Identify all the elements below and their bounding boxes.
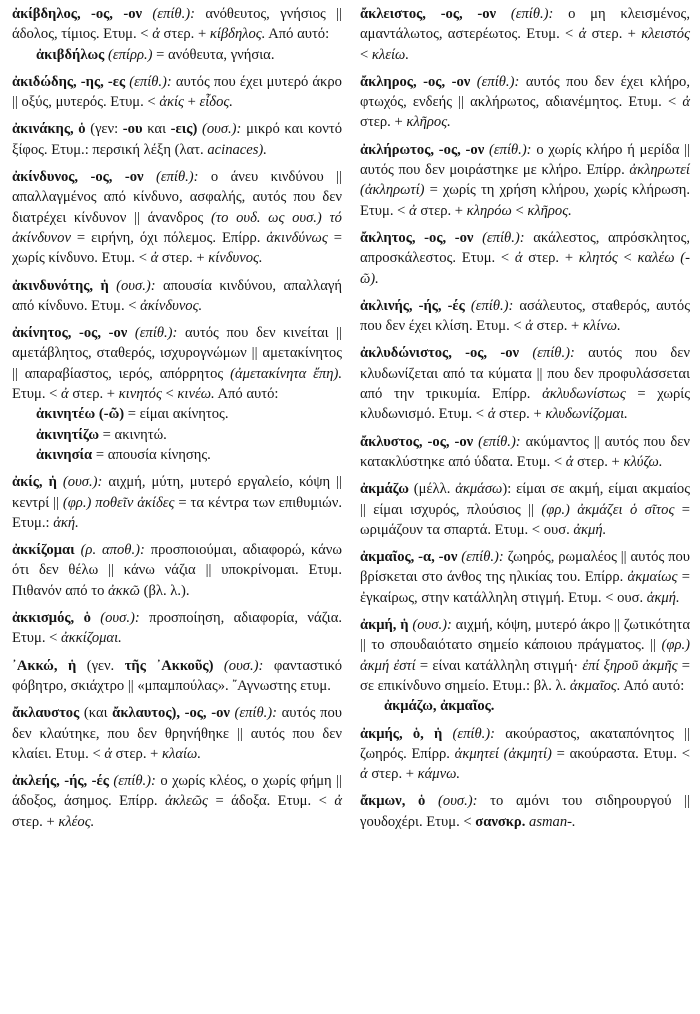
- headword: ἀκινδυνότης, ἡ: [12, 277, 109, 294]
- column-left: [12, 4, 342, 839]
- italic-text: (επίθ.):: [229, 705, 278, 722]
- definition-text: στερ. +: [112, 745, 162, 762]
- italic-text: ἀ: [487, 406, 496, 423]
- definition-text: ακάλεστος, απρόσκλητος, απροσκάλεστος. Ετυμ. <: [360, 229, 690, 267]
- headword: ἀκκισμός, ὁ: [12, 610, 91, 627]
- definition-text: = είναι κατάλληλη στιγμή·: [415, 657, 583, 674]
- definition-text: στερ. +: [522, 250, 579, 267]
- dictionary-entry: [360, 140, 690, 221]
- bold-term: ἀκινητέω (-ῶ): [36, 406, 125, 423]
- headword: ἄκλητος, -ος, -ον: [360, 229, 474, 246]
- italic-text: (ρ. αποθ.):: [74, 542, 145, 559]
- italic-text: ἀκκῶ: [108, 582, 140, 599]
- dictionary-entry: [360, 228, 690, 289]
- italic-text: ἀκίς: [159, 94, 184, 111]
- definition-text: στερ. +: [360, 114, 407, 131]
- dictionary-entry: [360, 724, 690, 785]
- definition-text: +: [183, 94, 200, 111]
- definition-text: ο άνευ κινδύνου || απαλλαγμένος από κίνδυνο, ασφαλής, αυτός που δεν διατρέχει κίνδυνον || άνανδρος: [12, 169, 342, 226]
- definition-text: στερ. +: [159, 26, 210, 43]
- italic-text: ἀκμαῖος.: [569, 677, 621, 694]
- bold-term: ἀκινησία: [36, 446, 93, 463]
- dictionary-entry: [360, 479, 690, 540]
- definition-text: αυτός που δεν έχει κλήρο, φτωχός, ενδεής || ακλήρωτος, αδιανέμητος. Ετυμ. <: [360, 73, 690, 111]
- italic-text: ἀ: [150, 250, 159, 267]
- headword: ἀκμαῖος, -α, -ον: [360, 549, 458, 566]
- italic-text: κάμνω.: [417, 766, 461, 783]
- definition-text: = σε επικίνδυνο σημείο. Ετυμ.: βλ. λ.: [360, 657, 690, 694]
- italic-text: εἶδος.: [199, 94, 233, 111]
- definition-text: Από αυτό:: [214, 386, 279, 403]
- dictionary-entry: [12, 771, 342, 832]
- italic-text: κλητός: [578, 250, 618, 267]
- italic-text: ἀ: [682, 94, 690, 111]
- definition-text: ο μη κλεισμένος, αμαντάλωτος, αστερέωτος. Ετυμ. <: [360, 6, 690, 43]
- italic-text: ἀκή.: [53, 514, 79, 531]
- italic-text: ἀ: [514, 250, 523, 267]
- dictionary-entry: [360, 296, 690, 337]
- italic-text: (επίθ.):: [125, 73, 172, 90]
- headword: ἄκμων, ὁ: [360, 793, 426, 810]
- dictionary-entry: [12, 167, 342, 268]
- italic-text: ἀ: [104, 745, 113, 762]
- headword: ἀκλινής, -ής, -ές: [360, 297, 465, 314]
- italic-text: (επίθ.):: [473, 229, 525, 246]
- headword: ἄκλαυστος: [12, 705, 80, 722]
- dictionary-entry: [360, 343, 690, 424]
- definition-text: = άδοξα. Ετυμ. <: [207, 793, 335, 810]
- definition-text: = χωρίς κίνδυνο. Ετυμ. <: [12, 229, 342, 267]
- italic-text: ἀκμή.: [646, 589, 680, 606]
- definition-text: <: [511, 202, 528, 219]
- definition-text: ακούραστος, ακαταπόνητος || ζωηρός. Επίρρ.: [360, 725, 690, 762]
- italic-text: (ουσ.):: [425, 793, 478, 810]
- definition-text: = ανόθευτα, γνήσια.: [152, 46, 275, 63]
- headword: ἄκληρος, -ος, -ον: [360, 73, 471, 90]
- definition-text: στερ. +: [586, 26, 642, 43]
- definition-text: (και: [79, 705, 113, 722]
- headword: ἀκίβδηλος, -ος, -ον: [12, 6, 143, 22]
- italic-text: (ουσ.):: [56, 474, 103, 491]
- italic-text: ἀκμή.: [573, 521, 607, 538]
- dictionary-entry: [12, 119, 342, 160]
- dictionary-entry: [360, 4, 690, 65]
- italic-text: κίνδυνος.: [208, 250, 263, 267]
- bold-term: τῆς ᾿Ακκοῦς): [124, 657, 214, 674]
- italic-text: κλύζω.: [623, 453, 663, 470]
- bold-term: ἀκιβδήλως: [36, 46, 105, 63]
- headword: ἀκμάζω: [360, 481, 409, 498]
- dictionary-entry: [12, 72, 342, 113]
- bold-term: -ου: [122, 121, 143, 138]
- definition-text: ): είμαι σε ακμή, είμαι ακμαίος || είμαι ισχυρός, πλούσιος ||: [360, 481, 690, 518]
- dictionary-entry: [12, 4, 342, 65]
- italic-text: (ουσ.):: [108, 277, 156, 294]
- definition-text: αυτός που δεν κλαύτηκε, που δεν θρηνήθηκε || αυτός που δεν κλαίει. Ετυμ. <: [12, 705, 342, 762]
- dictionary-entry: [360, 432, 690, 473]
- italic-text: (επίθ.):: [142, 6, 195, 22]
- bold-term: σανσκρ.: [475, 813, 526, 830]
- italic-text: ἀκίνδυνος.: [140, 297, 203, 314]
- italic-text: ἀκληρωτεί (ἀκληρωτί): [360, 162, 690, 199]
- definition-text: (γεν:: [85, 121, 123, 138]
- headword: ἄκλειστος, -ος, -ον: [360, 6, 497, 22]
- definition-text: = χωρίς κλυδωνισμό. Ετυμ. <: [360, 386, 691, 423]
- italic-text: ἀκλεῶς: [165, 793, 208, 810]
- definition-text: στερ. +: [532, 318, 583, 335]
- headword: ᾿Ακκώ, ἡ: [12, 657, 77, 674]
- definition-text: = ἐγκαίρως, στην κατάλληλη στιγμή. Ετυμ. < ουσ.: [360, 569, 690, 606]
- italic-text: asman-.: [529, 813, 576, 830]
- italic-text: κλίνω.: [582, 318, 621, 335]
- definition-text: = ειρήνη, όχι πόλεμος. Επίρρ.: [70, 229, 267, 246]
- definition-text: ο χωρίς κλήρο ή μερίδα || αυτός που δεν μοιράστηκε με κλήρο. Επίρρ.: [360, 141, 690, 179]
- definition-text: αιχμή, μύτη, μυτερό εργαλείο, κόψη || κεντρί ||: [12, 474, 342, 511]
- italic-text: κληρόω: [466, 202, 512, 219]
- headword: ἀκμής, ὁ, ἡ: [360, 725, 443, 742]
- definition-text: Από αυτό:: [620, 677, 685, 694]
- italic-text: κλῆρος.: [406, 114, 451, 131]
- italic-text: κίβδηλος.: [209, 26, 266, 43]
- derived-term: [12, 425, 342, 445]
- definition-text: απουσία κινδύνου, απαλλαγή από κίνδυνο. Ετυμ. <: [12, 277, 343, 314]
- italic-text: ἀ: [360, 766, 368, 783]
- dictionary-entry: [360, 615, 690, 716]
- definition-text: = τα κέντρα των επιθυμιών. Ετυμ.:: [12, 494, 343, 531]
- italic-text: ἀ: [565, 453, 574, 470]
- dictionary-entry: [12, 656, 342, 697]
- italic-text: ἀ: [409, 202, 417, 219]
- italic-text: (επίθ.):: [464, 297, 514, 314]
- italic-text: ἀκκίζομαι.: [61, 630, 122, 647]
- definition-text: και: [142, 121, 171, 138]
- bold-term: -εις): [170, 121, 198, 138]
- derived-term: [360, 696, 690, 716]
- definition-text: <: [161, 386, 178, 403]
- italic-text: ἀκινδύνως: [266, 229, 328, 246]
- italic-text: (επίθ.):: [108, 773, 156, 790]
- dictionary-entry: [12, 323, 342, 465]
- dictionary-entry: [360, 547, 690, 608]
- definition-text: στερ. +: [495, 406, 546, 423]
- italic-text: acinaces).: [207, 141, 267, 158]
- italic-text: (επίθ.):: [519, 345, 575, 362]
- italic-text: (ουσ.):: [197, 121, 242, 138]
- italic-text: κλῆρος.: [527, 202, 572, 219]
- dictionary-entry: [360, 72, 690, 133]
- headword: ἀκίνδυνος, -ος, -ον: [12, 169, 144, 186]
- italic-text: (επίθ.):: [470, 73, 520, 90]
- definition-text: <: [360, 46, 372, 63]
- definition-text: ανόθευτος, γνήσιος || άδολος, τίμιος. Ετυμ. <: [12, 6, 343, 43]
- italic-text: ἀκμητεί (ἀκμητί): [454, 745, 552, 762]
- definition-text: ζωηρός, ρωμαλέος || αυτός που βρίσκεται στο άνθος της ηλικίας του. Επίρρ.: [360, 549, 691, 586]
- italic-text: (φρ.) ἀκμή ἐστί: [360, 637, 690, 674]
- italic-text: ἀ: [152, 26, 160, 43]
- dictionary-entry: [360, 791, 690, 832]
- italic-text: κινέω.: [177, 386, 215, 403]
- dictionary-entry: [12, 703, 342, 764]
- definition-text: Ετυμ. <: [12, 386, 62, 403]
- italic-text: ἐπί ξηροῦ ἀκμῆς: [582, 657, 678, 674]
- definition-text: αυτός που δεν κλυδωνίζεται από τα κύματα || που δεν προφυλάσσεται από την τρικυμία. Επίρρ.: [360, 345, 690, 403]
- italic-text: ἀ: [525, 318, 533, 335]
- italic-text: (επίθ.):: [127, 325, 178, 342]
- definition-text: στερ. +: [416, 202, 467, 219]
- definition-text: αιχμή, κόψη, μυτερό άκρο || ζωτικότητα || το σπουδαιότατο σημείο κάποιου πράγματος. ||: [360, 617, 690, 654]
- headword: ἀκμή, ἡ: [360, 617, 409, 634]
- definition-text: μικρό και κοντό ξίφος. Ετυμ.: περσική λέξη (λατ.: [12, 121, 342, 158]
- definition-text: το αμόνι του σιδηρουργού || γουδοχέρι. Ετυμ. <: [360, 793, 690, 830]
- derived-term: [12, 404, 342, 424]
- italic-text: κλείω.: [371, 46, 409, 63]
- definition-text: ο χωρίς κλέος, ο χωρίς φήμη || άδοξος, άσημος. Επίρρ.: [12, 773, 342, 810]
- italic-text: ἀ: [578, 26, 587, 43]
- italic-text: (το ουδ. ως ουσ.) τό ἀκίνδυνον: [12, 209, 342, 246]
- definition-text: ακύμαντος || αυτός που δεν κατακλύστηκε από ύδατα. Ετυμ. <: [360, 433, 690, 470]
- italic-text: (επίθ.):: [442, 725, 496, 742]
- definition-text: προσποίηση, αδιαφορία, νάζια. Ετυμ. <: [12, 610, 342, 647]
- headword: ἄκλυστος, -ος, -ον: [360, 433, 474, 450]
- italic-text: ἀκμαίως: [627, 569, 678, 586]
- italic-text: κλαίω.: [162, 745, 201, 762]
- definition-text: (βλ. λ.).: [140, 582, 190, 599]
- dictionary-entry: [12, 472, 342, 533]
- bold-term: ἀκινητίζω: [36, 426, 100, 443]
- italic-text: καλέω (-ῶ).: [360, 250, 690, 287]
- definition-text: στερ. +: [68, 386, 119, 403]
- headword: ἀκλήρωτος, -ος, -ον: [360, 141, 485, 158]
- italic-text: (επίθ.):: [473, 433, 521, 450]
- headword: ἀκλεής, -ής, -ές: [12, 773, 109, 790]
- italic-text: (επίθ.):: [457, 549, 504, 566]
- definition-text: = χωρίς τη χρήση κλήρου, χωρίς κλήρωση. Ετυμ. <: [360, 182, 690, 219]
- headword: ἀκινάκης, ὁ: [12, 121, 86, 138]
- italic-text: (φρ.) ποθεῖν ἀκίδες: [62, 494, 175, 511]
- italic-text: κλειστός: [641, 26, 690, 43]
- definition-text: ασάλευτος, σταθερός, αυτός που δεν έχει κλίση. Ετυμ. <: [360, 297, 690, 335]
- definition-text: (γεν.: [76, 657, 125, 674]
- column-right: [360, 4, 690, 839]
- italic-text: (ουσ.):: [213, 657, 264, 674]
- definition-text: στερ. +: [367, 766, 418, 783]
- dictionary-entry: [12, 540, 342, 601]
- definition-text: = ωριμάζουν τα σπαρτά. Ετυμ. < ουσ.: [360, 501, 690, 538]
- italic-text: (επίθ.):: [484, 141, 532, 158]
- italic-text: (επίθ.):: [496, 6, 554, 22]
- italic-text: ἀ: [61, 386, 69, 403]
- italic-text: (επίρρ.): [104, 46, 153, 63]
- italic-text: (ουσ.):: [90, 610, 140, 627]
- definition-text: = ακούραστα. Ετυμ. <: [551, 745, 690, 762]
- derived-term: [12, 45, 342, 65]
- italic-text: ἀ: [334, 793, 342, 810]
- headword: ἀκλυδώνιστος, -ος, -ον: [360, 345, 520, 362]
- definition-text: = είμαι ακίνητος.: [124, 406, 229, 423]
- italic-text: (ἀμετακίνητα ἔπη).: [230, 365, 342, 382]
- italic-text: (φρ.) ἀκμάζει ὁ σῖτος: [541, 501, 675, 518]
- headword: ἀκίς, ἡ: [12, 474, 57, 491]
- italic-text: κλέος.: [58, 813, 95, 830]
- definition-text: προσποιούμαι, αδιαφορώ, κάνω ότι δεν θέλω || κάνω νάζια || υποκρίνομαι. Ετυμ. Πιθανόν από το: [12, 542, 342, 599]
- derived-term: [12, 445, 342, 465]
- italic-text: ἀκμάσω: [455, 481, 503, 498]
- definition-text: = απουσία κίνησης.: [92, 446, 211, 463]
- dictionary-entry: [12, 276, 342, 317]
- definition-text: Από αυτό:: [265, 26, 330, 43]
- definition-text: στερ. +: [12, 813, 59, 830]
- headword: ἀκκίζομαι: [12, 542, 75, 559]
- italic-text: (επίθ.):: [143, 169, 199, 186]
- italic-text: κινητός: [118, 386, 162, 403]
- definition-text: φανταστικό φόβητρο, σκιάχτρο || «μπαμπούλας». ῎Αγνωστης ετυμ.: [12, 657, 343, 694]
- definition-text: <: [617, 250, 638, 267]
- definition-text: (μέλλ.: [408, 481, 456, 498]
- definition-text: στερ. +: [158, 250, 209, 267]
- bold-term: ἀκμάζω, ἀκμαῖος.: [384, 698, 495, 715]
- italic-text: κλυδωνίζομαι.: [545, 406, 628, 423]
- bold-term: ἄκλαυτος), -ος, -ον: [112, 705, 230, 722]
- definition-text: αυτός που έχει μυτερό άκρο || οξύς, μυτερός. Ετυμ. <: [12, 73, 342, 111]
- italic-text: ἀκλυδωνίστως: [542, 386, 626, 403]
- definition-text: αυτός που δεν κινείται || αμετάβλητος, σταθερός, ισχυρογνώμων || αμετακίνητος || απαραβίαστος, ιερός, απόρρητος: [12, 325, 342, 382]
- italic-text: (ουσ.):: [408, 617, 452, 634]
- dictionary-entry: [12, 608, 342, 649]
- headword: ἀκίνητος, -ος, -ον: [12, 325, 128, 342]
- definition-text: στερ. +: [573, 453, 624, 470]
- definition-text: = ακινητώ.: [99, 426, 167, 443]
- headword: ἀκιδώδης, -ης, -ες: [12, 73, 126, 90]
